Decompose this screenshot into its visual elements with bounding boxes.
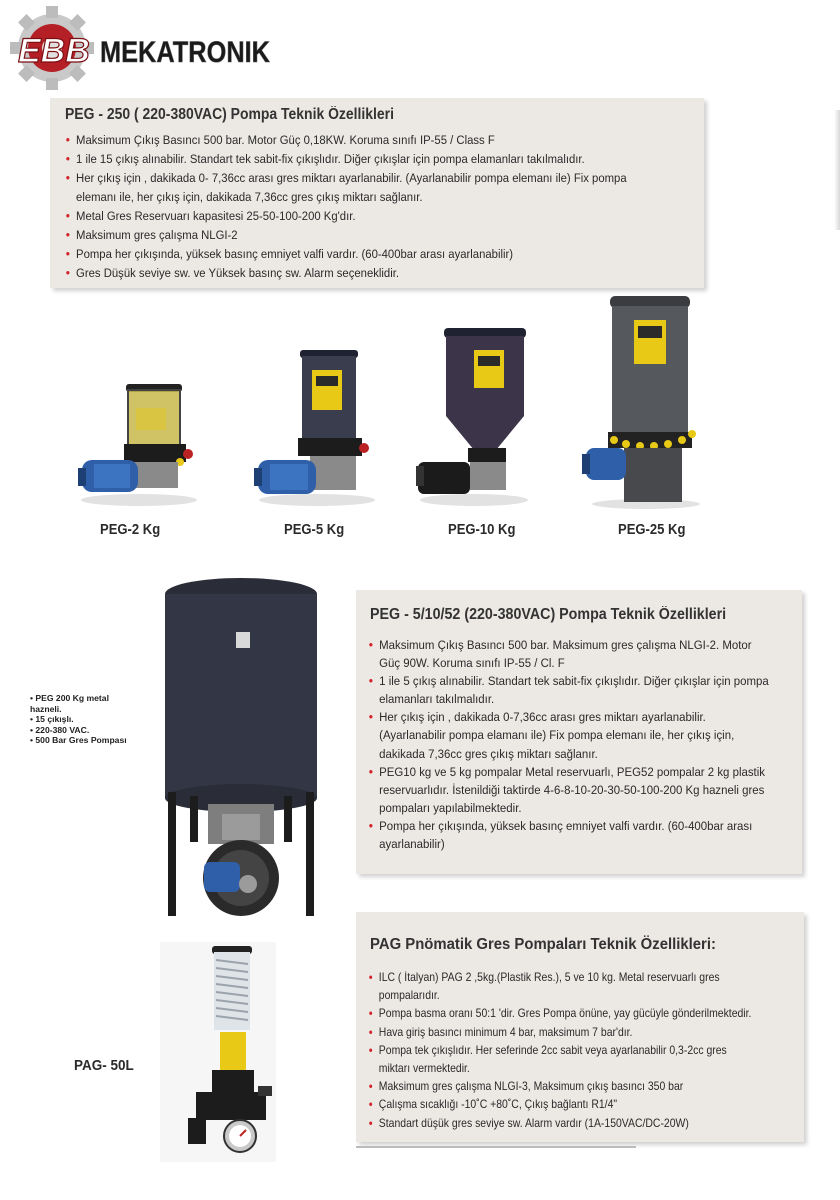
- spec-item: • Pompa basma oranı 50:1 'dir. Gres Pompa önüne, yay gücüyle gönderilmektedir.: [368, 1005, 760, 1023]
- peg5-pump-image: [252, 346, 382, 508]
- spec-item: • Her çıkış için , dakikada 0- 7,36cc arası gres miktarı ayarlanabilir. (Ayarlanabilir pompa elemanı ile) Fix pompa elemanı ile, her çıkış için, dakikada 7,36cc gres çıkış miktarı sağlanır.: [65, 169, 654, 207]
- note-line: • 500 Bar Gres Pompası: [30, 735, 127, 746]
- peg2-pump-image: [74, 378, 204, 508]
- spec-item: • Maksimum gres çalışma NLGI-3, Maksimum çıkış basıncı 350 bar: [368, 1078, 760, 1096]
- pag50l-pump-image: [160, 942, 276, 1162]
- pag50l-label: PAG- 50L: [74, 1057, 134, 1074]
- pag-title: PAG Pnömatik Gres Pompaları Teknik Özellikleri:: [370, 936, 716, 953]
- peg250-spec-box: [50, 98, 704, 288]
- peg250-spec-list: [65, 131, 654, 283]
- peg51052-spec-box: [356, 590, 802, 874]
- spec-item: • Pompa her çıkışında, yüksek basınç emniyet valfi vardır. (60-400bar arası ayarlanabilir): [65, 245, 654, 264]
- spec-item: • Maksimum gres çalışma NLGI-2: [65, 226, 654, 245]
- logo-mark: EBB: [18, 32, 90, 70]
- peg5-label: PEG-5 Kg: [284, 522, 345, 538]
- spec-item: • Her çıkış için , dakikada 0-7,36cc arası gres miktarı ayarlanabilir. (Ayarlanabilir pompa elamanı ile) Fix pompa elemanı ile, her çıkış için, dakikada 7,36cc gres çıkış miktarı sağlanır.: [368, 708, 770, 762]
- bottom-divider: [356, 1146, 636, 1148]
- spec-item: • 1 ile 5 çıkış alınabilir. Standart tek sabit-fix çıkışlıdır. Diğer çıkışlar için pompa elamanları takılmalıdır.: [368, 672, 770, 708]
- peg10-pump-image: [412, 326, 532, 508]
- note-line: hazneli.: [30, 703, 62, 714]
- peg200-pump-image: [150, 572, 332, 918]
- spec-item: • Gres Düşük seviye sw. ve Yüksek basınç sw. Alarm seçeneklidir.: [65, 264, 654, 283]
- peg10-label: PEG-10 Kg: [448, 522, 516, 538]
- pag-spec-list: [368, 969, 760, 1133]
- peg51052-title: PEG - 5/10/52 (220-380VAC) Pompa Teknik Özellikleri: [370, 606, 727, 623]
- spec-item: • ILC ( İtalyan) PAG 2 ,5kg.(Plastik Res.), 5 ve 10 kg. Metal reservuarlı gres pompalarıdır.: [368, 969, 760, 1005]
- spec-item: • Pompa tek çıkışlıdır. Her seferinde 2cc sabit veya ayarlanabilir 0,3-2cc gres miktarı vermektedir.: [368, 1042, 760, 1078]
- peg250-title: PEG - 250 ( 220-380VAC) Pompa Teknik Özellikleri: [65, 106, 394, 123]
- spec-item: • Pompa her çıkışında, yüksek basınç emniyet valfi vardır. (60-400bar arası ayarlanabilir): [368, 817, 770, 853]
- spec-item: • Metal Gres Reservuarı kapasitesi 25-50-100-200 Kg'dır.: [65, 207, 654, 226]
- note-line: • 15 çıkışlı.: [30, 714, 74, 725]
- spec-item: • 1 ile 15 çıkış alınabilir. Standart tek sabit-fix çıkışlıdır. Diğer çıkışlar için pompa elamanları takılmalıdır.: [65, 150, 654, 169]
- peg25-pump-image: [578, 294, 706, 510]
- spec-item: • Maksimum Çıkış Basıncı 500 bar. Motor Güç 0,18KW. Koruma sınıfı IP-55 / Class F: [65, 131, 654, 150]
- peg25-label: PEG-25 Kg: [618, 522, 686, 538]
- spec-item: • Hava giriş basıncı minimum 4 bar, maksimum 7 bar'dır.: [368, 1024, 760, 1042]
- spec-item: • Çalışma sıcaklığı -10˚C +80˚C, Çıkış bağlantı R1/4": [368, 1096, 760, 1114]
- peg2-label: PEG-2 Kg: [100, 522, 161, 538]
- spec-item: • PEG10 kg ve 5 kg pompalar Metal reservuarlı, PEG52 pompalar 2 kg plastik reservuarlıdır. İstenildiği taktirde 4-6-8-10-20-30-50-100-200 Kg hazneli gres pompaları yapılabilmektedir.: [368, 763, 770, 817]
- company-logo: [6, 6, 276, 86]
- spec-item: • Maksimum Çıkış Basıncı 500 bar. Maksimum gres çalışma NLGI-2. Motor Güç 90W. Koruma sınıfı IP-55 / Cl. F: [368, 636, 770, 672]
- spec-item: • Standart düşük gres seviye sw. Alarm vardır (1A-150VAC/DC-20W): [368, 1115, 760, 1133]
- note-line: • PEG 200 Kg metal: [30, 693, 109, 703]
- logo-name: MEKATRONIK: [100, 36, 271, 69]
- note-line: • 220-380 VAC.: [30, 724, 90, 735]
- pag-spec-box: [356, 912, 804, 1142]
- peg200-notes: [30, 693, 127, 746]
- peg51052-spec-list: [368, 636, 770, 853]
- page-edge-shadow: [834, 110, 840, 230]
